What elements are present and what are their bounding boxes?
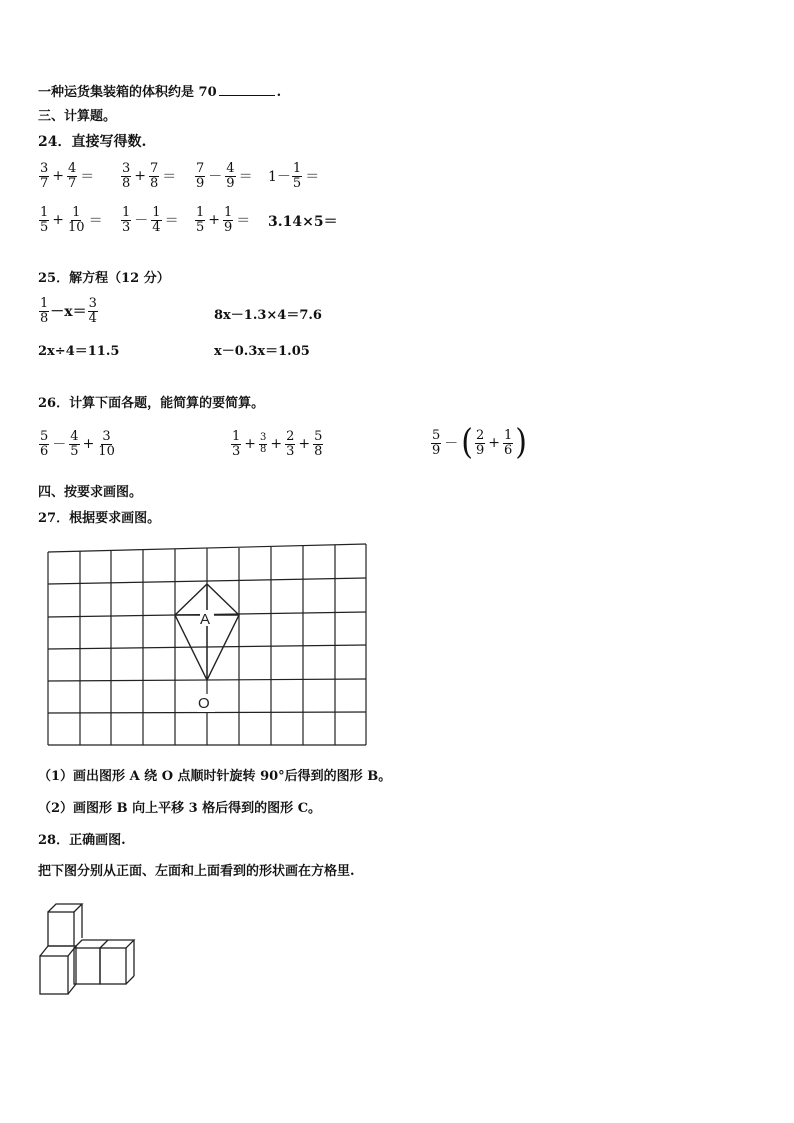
figure-a-kite — [175, 584, 239, 680]
q26-expr-3: $\frac{5}{9}$ － ( $\frac{2}{9}$ + $\frac{1}{6}$ ) — [432, 422, 528, 463]
q24-item-6: $\frac{1}{3}$ － $\frac{1}{4}$ ＝ — [122, 205, 179, 235]
q27-task-1: （1）画出图形 A 绕 O 点顺时针旋转 90°后得到的图形 B。 — [38, 769, 392, 784]
q26-expr-2: $\frac{1}{3}$ + $\frac{3}{8}$ + $\frac{2}{3}$ + $\frac{5}{8}$ — [232, 429, 323, 459]
label-a: A — [200, 611, 211, 628]
q28-title: 28．正确画图. — [38, 833, 126, 848]
q24-item-8: 3.14×5＝ — [268, 214, 338, 230]
q28-cube-figure — [36, 900, 146, 1000]
q26-expr-1: $\frac{5}{6}$ － $\frac{4}{5}$ + $\frac{3}{10}$ — [40, 429, 115, 459]
q25-eq-2: 8x－1.3×4＝7.6 — [214, 308, 322, 323]
q27-task-2: （2）画图形 B 向上平移 3 格后得到的图形 C。 — [38, 801, 322, 816]
q27-grid-figure — [40, 540, 380, 752]
section-3-heading: 三、计算题。 — [38, 109, 117, 124]
q27-title: 27．根据要求画图。 — [38, 511, 161, 526]
q24-title: 24．直接写得数. — [38, 134, 147, 150]
q24-item-1: $\frac{3}{7}$ + $\frac{4}{7}$ ＝ — [40, 161, 95, 191]
label-o: O — [198, 695, 210, 712]
container-volume-question: 一种运货集装箱的体积约是 70 . — [38, 85, 282, 100]
q25-eq-4: x－0.3x＝1.05 — [214, 344, 310, 359]
q28-description: 把下图分别从正面、左面和上面看到的形状画在方格里. — [38, 864, 355, 879]
answer-blank[interactable] — [219, 94, 275, 96]
q25-eq-3: 2x÷4＝11.5 — [38, 344, 120, 359]
q24-item-2: $\frac{3}{8}$ + $\frac{7}{8}$ ＝ — [122, 161, 177, 191]
q24-item-5: $\frac{1}{5}$ + $\frac{1}{10}$ ＝ — [40, 205, 103, 235]
q24-item-3: $\frac{7}{9}$ － $\frac{4}{9}$ ＝ — [196, 161, 253, 191]
section-4-heading: 四、按要求画图。 — [38, 485, 143, 500]
q24-item-4: 1－ $\frac{1}{5}$ ＝ — [268, 161, 320, 191]
q25-eq-1: $\frac{1}{8}$ －x＝ $\frac{3}{4}$ — [40, 296, 97, 326]
q25-title: 25．解方程（12 分） — [38, 271, 170, 286]
q24-item-7: $\frac{1}{5}$ + $\frac{1}{9}$ ＝ — [196, 205, 251, 235]
q26-title: 26．计算下面各题，能简算的要简算。 — [38, 396, 265, 411]
